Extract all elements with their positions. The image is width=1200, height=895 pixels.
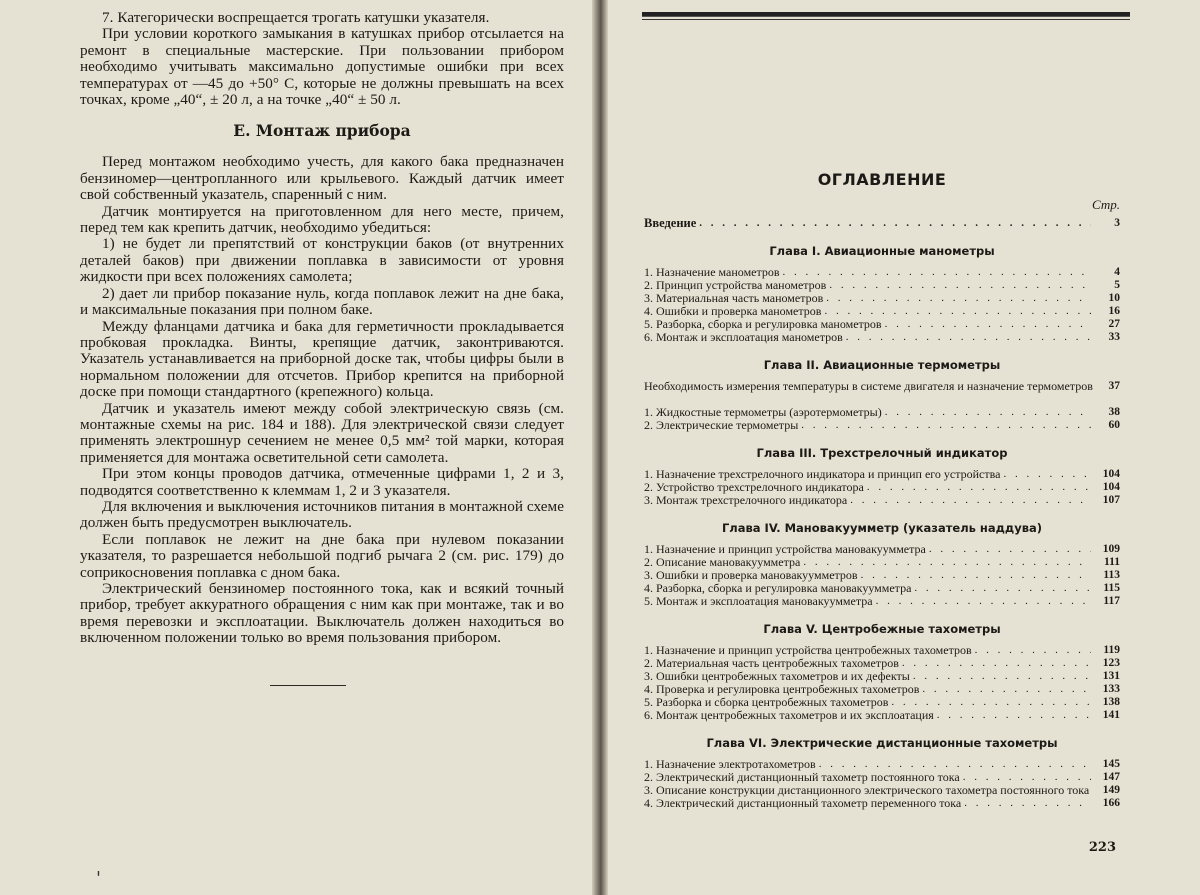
leader-dots: [850, 494, 1091, 507]
end-rule: [270, 685, 346, 687]
toc-entry-label: 5. Разборка и сборка центробежных тахометров: [644, 695, 889, 709]
toc-entry[interactable]: [644, 419, 1120, 432]
paragraph: 2) дает ли прибор показание нуль, когда поплавок лежит на дне бака, и максимальные показания при полном баке.: [80, 284, 564, 319]
toc-entry-label: 2. Принцип устройства манометров: [644, 278, 827, 292]
top-rule: [642, 12, 1130, 17]
book-gutter: [592, 0, 608, 895]
toc-entry-label: 2. Электрический дистанционный тахометр постоянного тока: [644, 770, 960, 784]
toc-entry-page: 104: [1102, 481, 1120, 493]
leader-dots: [826, 292, 1091, 305]
toc-entry-label: 4. Разборка, сборка и регулировка мановакуумметра: [644, 581, 912, 595]
toc-entry-label: 2. Электрические термометры: [644, 418, 799, 432]
toc-entry-page: 109: [1102, 543, 1120, 555]
toc-entry[interactable]: [644, 380, 1120, 393]
toc-entry-label: 6. Монтаж центробежных тахометров и их эксплоатация: [644, 708, 934, 722]
table-of-contents: [644, 217, 1120, 810]
toc-entry-page: 113: [1103, 569, 1120, 581]
toc-entry-page: 60: [1108, 419, 1120, 431]
leader-dots: [1003, 468, 1091, 481]
chapter-title: Глава IV. Мановакуумметр (указатель наддува): [721, 521, 1042, 535]
leader-dots: [876, 595, 1091, 608]
toc-entry-page: 4: [1114, 266, 1120, 278]
paragraph: Перед монтажом необходимо учесть, для какого бака предназначен бензиномер—центропланного или крыльевого. Каждый датчик имеет свой собственный указатель, спаренный с ним.: [80, 153, 564, 204]
toc-entry-page: 147: [1102, 771, 1120, 783]
toc-entry-page: 38: [1108, 406, 1120, 418]
paragraph: Электрический бензиномер постоянного тока, как и всякий точный прибор, требует аккуратного обращения с ним как при монтаже, так и во время перевозки и эксплоатации. Выключатель должен находиться во включенном положении только во время пользования прибором.: [80, 580, 564, 647]
chapter-title: Глава V. Центробежные тахометры: [763, 622, 1001, 636]
paragraph: При этом концы проводов датчика, отмеченные цифрами 1, 2 и 3, подводятся соответственно к клеммам 1, 2 и 3 указателя.: [80, 465, 564, 499]
toc-intro[interactable]: [644, 217, 1120, 230]
toc-entry[interactable]: [644, 709, 1120, 722]
toc-entry-page: 16: [1108, 305, 1120, 317]
paragraph: Датчик и указатель имеют между собой электрическую связь (см. монтажные схемы на рис. 184 и 188). Для электрической связи следует применять электрошнур сечением не менее 0,5 мм² той марки, которая применяется для монтажа осветительной сети самолета.: [80, 399, 564, 466]
chapter-title: Глава II. Авиационные термометры: [763, 358, 1001, 372]
toc-entry-label: 1. Назначение электротахометров: [644, 757, 816, 771]
toc-entry-page: 149: [1102, 784, 1120, 796]
toc-entry-page: 131: [1102, 670, 1120, 682]
toc-entry-page: 145: [1102, 758, 1120, 770]
toc-entry-page: 123: [1102, 657, 1120, 669]
leader-dots: [902, 657, 1091, 670]
leader-dots: [829, 279, 1091, 292]
leader-dots: [867, 481, 1091, 494]
toc-title: ОГЛАВЛЕНИЕ: [817, 170, 947, 189]
toc-entry-label: 4. Электрический дистанционный тахометр переменного тока: [644, 796, 962, 810]
toc-entry-page: 115: [1103, 582, 1120, 594]
left-paragraphs-before: [80, 10, 564, 108]
toc-entry-page: 10: [1108, 292, 1120, 304]
paragraph: 1) не будет ли препятствий от конструкции баков (от внутренних деталей баков) при движении поплавка в зависимости от уровня жидкости при всех положениях самолета;: [80, 235, 564, 286]
toc-entry-page: 37: [1108, 380, 1120, 392]
toc-entry-page: 33: [1108, 331, 1120, 343]
toc-entry-label: 1. Назначение трехстрелочного индикатора и принцип его устройства: [644, 467, 1001, 481]
paragraph: Датчик монтируется на приготовленном для него месте, причем, перед тем как крепить датчик, необходимо убедиться:: [80, 202, 564, 237]
toc-entry-page: 133: [1102, 683, 1120, 695]
toc-entry-label: 2. Устройство трехстрелочного индикатора: [644, 480, 864, 494]
paragraph: Для включения и выключения источников питания в монтажной схеме должен быть предусмотрен выключатель.: [80, 497, 564, 532]
paragraph: При условии короткого замыкания в катушках прибор отсылается на ремонт в специальные мастерские. При пользовании прибором необходимо учитывать максимально допустимые ошибки при всех температурах от —45 до +50° С, которые не должны превышать на всех точках, кроме „40“, ± 20 л, а на точке „40“ ± 50 л.: [80, 25, 564, 109]
toc-entry[interactable]: [644, 797, 1120, 810]
toc-entry-label: 3. Монтаж трехстрелочного индикатора: [644, 493, 848, 507]
toc-entry-label: 2. Описание мановакуумметра: [644, 555, 801, 569]
leader-dots: [783, 266, 1091, 279]
page-column-label: Стр.: [1092, 197, 1120, 212]
page-number: 223: [1088, 840, 1116, 855]
toc-entry-label: 1. Назначение и принцип устройства центробежных тахометров: [644, 643, 972, 657]
toc-entry-page: 107: [1102, 494, 1120, 506]
leader-dots: [699, 217, 1091, 230]
leader-dots: [922, 683, 1091, 696]
toc-intro-page: 3: [1114, 217, 1120, 229]
chapter-title: Глава III. Трехстрелочный индикатор: [756, 446, 1008, 460]
toc-entry-label: 3. Материальная часть манометров: [644, 291, 824, 305]
toc-entry-label: 3. Ошибки центробежных тахометров и их дефекты: [644, 669, 910, 683]
toc-entry-page: 117: [1103, 595, 1120, 607]
right-page: [598, 0, 1200, 895]
chapter-title: Глава I. Авиационные манометры: [769, 244, 995, 258]
toc-entry-page: 111: [1104, 556, 1120, 568]
paragraph: 7. Категорически воспрещается трогать катушки указателя.: [102, 9, 490, 26]
left-paragraphs-after: [80, 154, 564, 646]
toc-entry-label: Необходимость измерения температуры в системе двигателя и назначение термометров: [644, 379, 1093, 393]
leader-dots: [801, 419, 1091, 432]
paragraph: Если поплавок не лежит на дне бака при нулевом показании указателя, то разрешается небольшой подгиб рычага 2 (см. рис. 179) до соприкосновения поплавка с дном бака.: [80, 530, 564, 581]
toc-entry-label: 3. Описание конструкции дистанционного электрического тахометра постоянного тока: [644, 783, 1090, 797]
leader-dots: [914, 582, 1091, 595]
toc-entry-label: 5. Монтаж и эксплоатация мановакуумметра: [644, 594, 873, 608]
toc-entry-label: 4. Проверка и регулировка центробежных тахометров: [644, 682, 920, 696]
ink-mark: ': [96, 868, 101, 889]
toc-entry-label: 2. Материальная часть центробежных тахометров: [644, 656, 899, 670]
leader-dots: [885, 406, 1091, 419]
toc-entry-page: 166: [1102, 797, 1120, 809]
toc-entry-page: 141: [1102, 709, 1120, 721]
leader-dots: [975, 644, 1091, 657]
toc-entry-label: 1. Назначение манометров: [644, 265, 780, 279]
toc-entry-label: 1. Жидкостные термометры (аэротермометры): [644, 405, 882, 419]
toc-entry[interactable]: [644, 595, 1120, 608]
toc-entry-page: 138: [1102, 696, 1120, 708]
toc-entry-label: 1. Назначение и принцип устройства мановакуумметра: [644, 542, 926, 556]
leader-dots: [885, 318, 1091, 331]
toc-entry-label: 5. Разборка, сборка и регулировка манометров: [644, 317, 882, 331]
toc-chapters: [644, 244, 1120, 810]
toc-entry-label: 3. Ошибки и проверка мановакуумметров: [644, 568, 858, 582]
top-rule-thin: [642, 19, 1130, 20]
leader-dots: [937, 709, 1091, 722]
left-page: [0, 0, 598, 895]
leader-dots: [964, 797, 1091, 810]
toc-entry[interactable]: [644, 494, 1120, 507]
toc-entry-label: 4. Ошибки и проверка манометров: [644, 304, 822, 318]
leader-dots: [929, 543, 1091, 556]
toc-entry-page: 104: [1102, 468, 1120, 480]
leader-dots: [846, 331, 1091, 344]
toc-entry-page: 5: [1114, 279, 1120, 291]
toc-entry-page: 27: [1108, 318, 1120, 330]
paragraph: Между фланцами датчика и бака для герметичности прокладывается пробковая прокладка. Винты, крепящие датчик, законтриваются. Указатель устанавливается на приборной доске так, чтобы цифры были в нормальном положении для отсчетов. Прибор крепится на приборной доске при помощи стандартного (крепежного) кольца.: [80, 317, 564, 401]
leader-dots: [913, 670, 1091, 683]
toc-entry-label: 6. Монтаж и эксплоатация манометров: [644, 330, 843, 344]
toc-entry[interactable]: [644, 331, 1120, 344]
toc-intro-label: Введение: [644, 216, 697, 230]
toc-entry-page: 119: [1103, 644, 1120, 656]
section-title: Е. Монтаж прибора: [233, 121, 411, 141]
chapter-title: Глава VI. Электрические дистанционные тахометры: [706, 736, 1058, 750]
